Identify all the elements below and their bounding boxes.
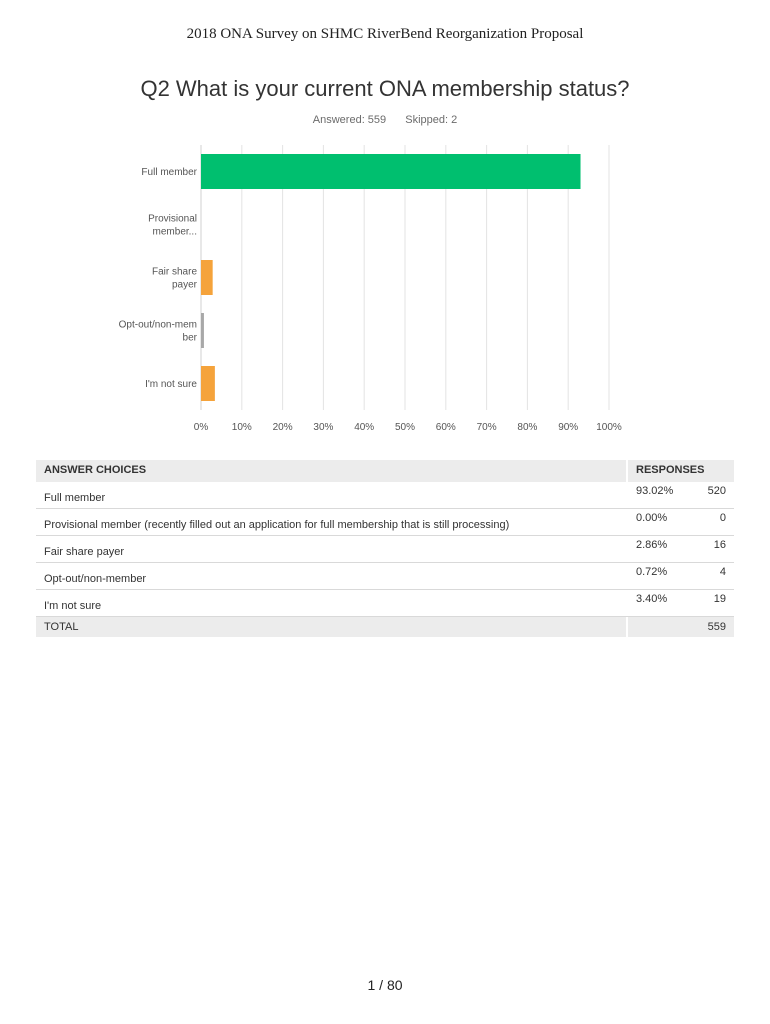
row-count: 0: [719, 512, 726, 524]
responses-table: [36, 460, 734, 637]
x-tick-label: 80%: [517, 422, 538, 433]
row-count: 19: [713, 593, 726, 605]
x-tick-label: 40%: [354, 422, 375, 433]
x-tick-label: 70%: [476, 422, 497, 433]
category-label: Opt-out/non-mem ber: [118, 319, 197, 344]
category-label: I'm not sure: [145, 379, 197, 390]
bar: [201, 313, 204, 348]
x-tick-label: 0%: [193, 422, 209, 433]
row-percent: 3.40%: [636, 593, 668, 605]
bar-chart: [0, 145, 770, 445]
row-choice: Opt-out/non-member: [44, 573, 147, 585]
header-separator: [626, 460, 628, 482]
category-label: Fair share payer: [151, 266, 197, 291]
header-answer-choices: ANSWER CHOICES: [44, 464, 147, 476]
row-percent: 2.86%: [636, 539, 668, 551]
header-responses: RESPONSES: [636, 464, 705, 476]
row-choice: I'm not sure: [44, 600, 102, 612]
skipped-count: Skipped: 2: [405, 114, 458, 126]
table-row: [36, 536, 734, 563]
total-separator: [626, 617, 628, 637]
x-tick-label: 10%: [231, 422, 252, 433]
row-count: 16: [713, 539, 726, 551]
table-header: [36, 460, 734, 482]
document-header: 2018 ONA Survey on SHMC RiverBend Reorganization Proposal: [186, 26, 584, 42]
table-row: [36, 509, 734, 536]
total-value: 559: [707, 621, 726, 633]
answered-count: Answered: 559: [312, 114, 387, 126]
x-tick-label: 100%: [596, 422, 622, 433]
row-percent: 0.00%: [636, 512, 668, 524]
row-choice: Full member: [44, 492, 106, 504]
category-label: Full member: [141, 167, 197, 178]
x-tick-label: 60%: [435, 422, 456, 433]
question-title: Q2 What is your current ONA membership status?: [140, 76, 630, 101]
x-tick-label: 90%: [558, 422, 579, 433]
row-separator: [626, 482, 627, 508]
row-count: 520: [707, 485, 726, 497]
row-separator: [626, 590, 627, 616]
row-separator: [626, 563, 627, 589]
category-label: Provisional member...: [148, 213, 197, 238]
x-tick-label: 30%: [313, 422, 334, 433]
page-number: 1 / 80: [367, 977, 403, 993]
row-separator: [626, 509, 627, 535]
table-total-row: [36, 617, 734, 637]
table-row: [36, 590, 734, 617]
bar: [201, 154, 581, 189]
bar: [201, 260, 213, 295]
row-percent: 0.72%: [636, 566, 668, 578]
question-stats: [0, 114, 770, 126]
row-separator: [626, 536, 627, 562]
row-choice: Fair share payer: [44, 546, 125, 558]
table-row: [36, 563, 734, 590]
row-count: 4: [719, 566, 726, 578]
bar: [201, 366, 215, 401]
x-tick-label: 50%: [394, 422, 416, 433]
x-tick-label: 20%: [272, 422, 293, 433]
row-choice: Provisional member (recently filled out an application for full membership that is still processing): [44, 519, 510, 531]
row-percent: 93.02%: [636, 485, 674, 497]
total-label: TOTAL: [44, 621, 79, 633]
table-row: [36, 482, 734, 509]
